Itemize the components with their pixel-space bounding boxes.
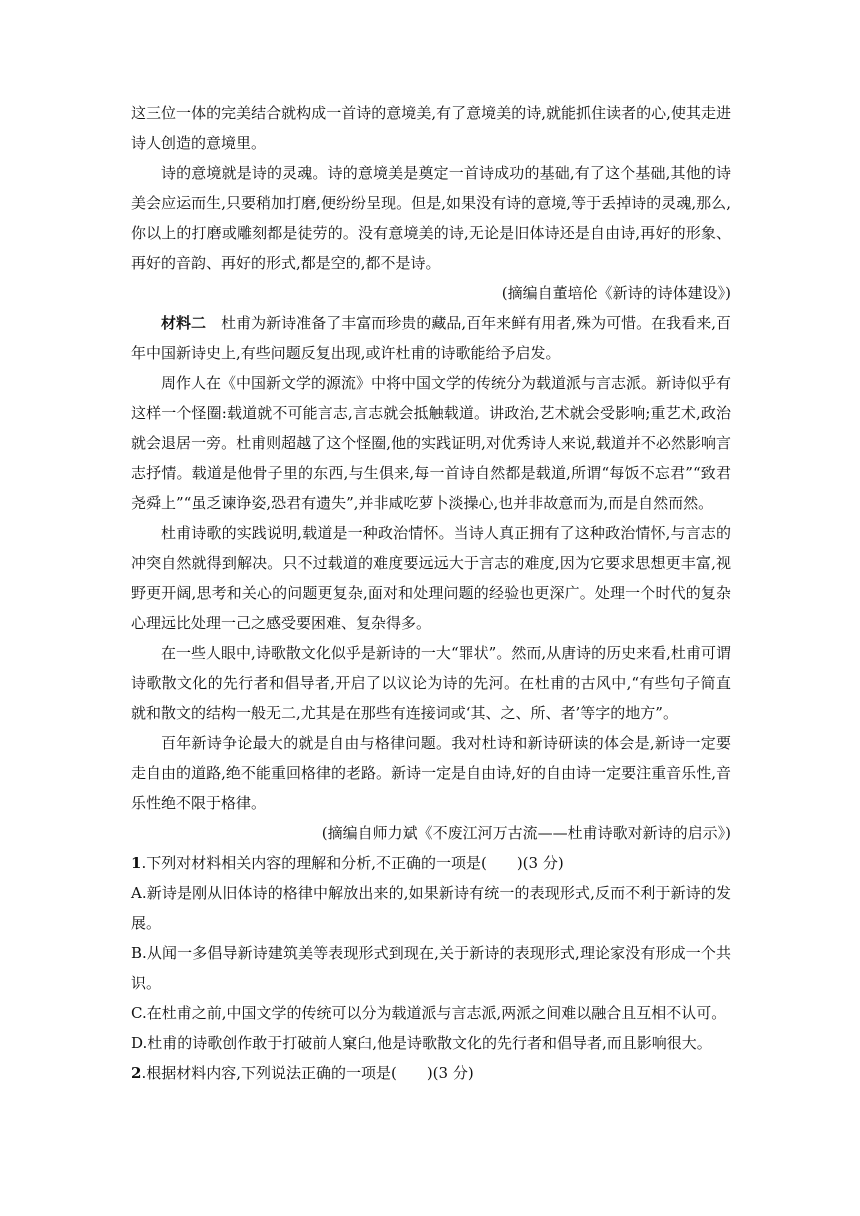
source-citation-2: (摘编自师力斌《不废江河万古流——杜甫诗歌对新诗的启示》) [321,824,731,842]
paragraph-4: 周作人在《中国新文学的源流》中将中国文学的传统分为载道派与言志派。新诗似乎有这样一个怪圈:载道就不可能言志,言志就会抵触载道。讲政治,艺术就会受影响;重艺术,政治就会退居一旁。杜甫则超越了这个怪圈,他的实践证明,对优秀诗人来说,载道并不必然影响言志抒情。载道是他骨子里的东西,与生俱来,每一首诗自然都是载道,所谓“每饭不忘君”“致君尧舜上”“虽乏谏诤姿,恐君有遗失”,并非咸吃萝卜淡操心,也并非故意而为,而是自然而然。 [131,374,732,512]
paragraph-6: 在一些人眼中,诗歌散文化似乎是新诗的一大“罪状”。然而,从唐诗的历史来看,杜甫可谓诗歌散文化的先行者和倡导者,开启了以议论为诗的先河。在杜甫的古风中,“有些句子简直就和散文的结构一般无二,尤其是在那些有连接词或‘其、之、所、者’等字的地方”。 [131,644,731,722]
paragraph-3 [131,308,731,368]
paragraph-1: 这三位一体的完美结合就构成一首诗的意境美,有了意境美的诗,就能抓住读者的心,使其走进诗人创造的意境里。 [131,104,731,152]
question-2-text: .根据材料内容,下列说法正确的一项是( )(3 分) [141,1064,474,1082]
source-citation-1: (摘编自董培伦《新诗的诗体建设》) [501,284,731,302]
question-1-option-b: B.从闻一多倡导新诗建筑美等表现形式到现在,关于新诗的表现形式,理论家没有形成一个共识。 [131,944,731,992]
question-1 [131,848,731,1058]
question-1-option-c: C.在杜甫之前,中国文学的传统可以分为载道派与言志派,两派之间难以融合且互相不认可。 [131,1004,727,1022]
question-2-number: 2 [131,1064,142,1082]
question-2-stem [131,1058,731,1088]
paragraph-2: 诗的意境就是诗的灵魂。诗的意境美是奠定一首诗成功的基础,有了这个基础,其他的诗美会应运而生,只要稍加打磨,便纷纷呈现。但是,如果没有诗的意境,等于丢掉诗的灵魂,那么,你以上的打磨或雕刻都是徒劳的。没有意境美的诗,无论是旧体诗还是自由诗,再好的形象、再好的音韵、再好的形式,都是空的,都不是诗。 [131,164,731,272]
question-1-text: .下列对材料相关内容的理解和分析,不正确的一项是( )(3 分) [141,854,564,872]
material-2-label: 材料二 [161,314,207,332]
paragraph-7: 百年新诗争论最大的就是自由与格律问题。我对杜诗和新诗研读的体会是,新诗一定要走自由的道路,绝不能重回格律的老路。新诗一定是自由诗,好的自由诗一定要注重音乐性,音乐性绝不限于格律。 [131,734,731,812]
question-1-option-a: A.新诗是刚从旧体诗的格律中解放出来的,如果新诗有统一的表现形式,反而不利于新诗的发展。 [131,884,731,932]
question-2 [131,1058,731,1088]
question-1-option-d: D.杜甫的诗歌创作敢于打破前人窠臼,他是诗歌散文化的先行者和倡导者,而且影响很大。 [131,1034,712,1052]
document-body [131,98,731,1088]
paragraph-3-text: 杜甫为新诗准备了丰富而珍贵的藏品,百年来鲜有用者,殊为可惜。在我看来,百年中国新诗史上,有些问题反复出现,或许杜甫的诗歌能给予启发。 [131,314,731,362]
paragraph-5: 杜甫诗歌的实践说明,载道是一种政治情怀。当诗人真正拥有了这种政治情怀,与言志的冲突自然就得到解决。只不过载道的难度要远远大于言志的难度,因为它要求思想更丰富,视野更开阔,思考和关心的问题更复杂,面对和处理问题的经验也更深广。处理一个时代的复杂心理远比处理一己之感受要困难、复杂得多。 [131,524,731,632]
question-1-number: 1 [131,854,142,872]
question-1-stem [131,848,731,878]
